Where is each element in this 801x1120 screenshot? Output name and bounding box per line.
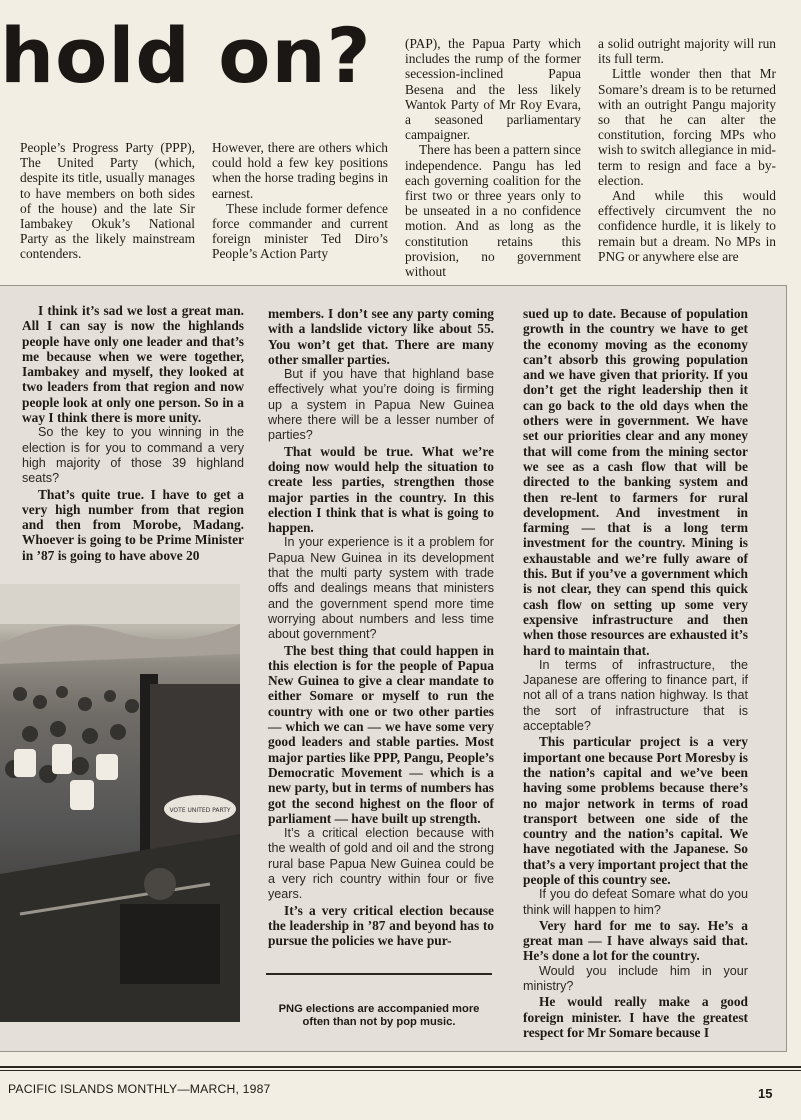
- top-column-4: [598, 36, 776, 264]
- interview-column-3: [523, 306, 748, 1040]
- footer-rule-thin: [0, 1070, 801, 1071]
- interview-question: So the key to you winning in the election is for you to command a very high majority of those 39 highland seats?: [22, 425, 244, 486]
- interview-answer: That would be true. What we’re doing now would help the situation to create less parties, strengthen those major parties in the country. In this election I think that is what is going to happen.: [268, 443, 494, 536]
- interview-answer: That’s quite true. I have to get a very high number from that region and then from Morobe, Madang. Whoever is going to be Prime Minister in ’87 is going to have above 20: [22, 486, 244, 563]
- rally-photo: [0, 584, 240, 1022]
- interview-answer: Very hard for me to say. He’s a great man — I have always said that. He’s done a lot for the country.: [523, 917, 748, 964]
- interview-answer: members. I don’t see any party coming with a landslide victory like about 55. You won’t get that. There are many other smaller parties.: [268, 306, 494, 367]
- crowd-illustration: [0, 584, 240, 1022]
- page-number: 15: [758, 1086, 773, 1101]
- interview-question: It’s a critical election because with the wealth of gold and oil and the strong rural base Papua New Guinea could be a very rich country within four or five years.: [268, 826, 494, 902]
- top-paragraph: a solid outright majority will run its full term.: [598, 36, 776, 67]
- interview-answer: This particular project is a very important one because Port Moresby is the nation’s capital and we’ve been having some problems because there’s no major network in terms of road transport between one side of the country and the nation’s capital. We have negotiated with the Japanese. So that’s a very important project that the people of this country see.: [523, 734, 748, 887]
- top-paragraph: Little wonder then that Mr Somare’s dream is to be returned with an outright Pangu majority so that he can alter the constitution, forcing MPs who wish to switch allegiance in mid-term to resign and face a by-election.: [598, 66, 776, 188]
- interview-answer: sued up to date. Because of population growth in the country we have to get the economy moving as the economy can’t absorb this growing population and we have given that priority. If you don’t get the right leadership then it can go back to the old days when the others were in government. We have set our priorities clear and any money that will come from the mining sector we see as a cash flow that will be directed to the banking system and then re-lent to farmers for rural development. And investment in farming — that is a long term investment for the country. Mining is exhaustable and we’re fully aware of this. But if you’ve a government which is not clear, they can spend this quick cash flow on setting up some very expensive infrastructure and then when those resources are exhausted it’s hard to maintain that.: [523, 306, 748, 658]
- top-paragraph: (PAP), the Papua Party which includes the rump of the former secession-inclined Papua Besena and the less likely Wantok Party of Mr Roy Evara, a seasoned parliamentary campaigner.: [405, 36, 581, 143]
- top-column-1: [20, 140, 195, 262]
- interview-answer: It’s a very critical election because the leadership in ’87 and beyond has to pursue the policies we have pur-: [268, 902, 494, 949]
- headline: hold on?: [0, 11, 372, 100]
- top-column-2: [212, 140, 388, 262]
- interview-question: If you do defeat Somare what do you think will happen to him?: [523, 887, 748, 917]
- top-column-3: [405, 36, 581, 279]
- interview-question: In terms of infrastructure, the Japanese are offering to finance part, if not all of a trans nation highway. Is that the sort of infrastructure that is acceptable?: [523, 657, 748, 734]
- interview-answer: He would really make a good foreign minister. I have the greatest respect for Mr Somare because I: [523, 994, 748, 1040]
- footer-rule: [0, 1066, 801, 1068]
- interview-column-1: [22, 303, 244, 563]
- top-paragraph: People’s Progress Party (PPP), The United Party (which, despite its title, usually manages to have members on both sides of the house) and the late Sir Iambakey Okuk’s National Party as the likely mainstream contenders.: [20, 140, 195, 262]
- interview-question: Would you include him in your ministry?: [523, 963, 748, 994]
- interview-answer: I think it’s sad we lost a great man. All I can say is now the highlands people have only one leader and that’s me because when we were together, Iambakey and myself, they looked at two leaders from that region and now people look at only one person. So in a way I think there is more unity.: [22, 303, 244, 426]
- interview-column-2: [268, 306, 494, 948]
- caption-rule: [266, 973, 492, 975]
- interview-answer: The best thing that could happen in this election is for the people of Papua New Guinea to give a clear mandate to either Somare or myself to run the country with one or two other parties — which we can — we have some very good leaders and stable parties. Most major parties like PPP, Pangu, People’s Democratic Movement — which is a new party, but in terms of numbers has got the second highest on the floor of parliament — have built up strength.: [268, 642, 494, 826]
- top-paragraph: And while this would effectively circumvent the no confidence hurdle, it is likely to remain but a dream. No MPs in PNG or anywhere else are: [598, 188, 776, 264]
- photo-caption: PNG elections are accompanied more often than not by pop music.: [278, 1003, 480, 1028]
- footer-publication: PACIFIC ISLANDS MONTHLY—MARCH, 1987: [8, 1082, 271, 1096]
- interview-question: But if you have that highland base effectively what you’re doing is firming up a system in Papua New Guinea where there will be a lesser number of parties?: [268, 367, 494, 443]
- campaign-hat-text: VOTE UNITED PARTY: [169, 807, 231, 814]
- interview-question: In your experience is it a problem for Papua New Guinea in its development that the multi party system with trade offs and dealings means that ministers and the government spend more time worrying about numbers and less time about government?: [268, 535, 494, 642]
- top-paragraph: There has been a pattern since independence. Pangu has led each governing coalition for the first two or three years only to be unseated in a no confidence motion. And as long as the constitution retains this provision, no government without: [405, 142, 581, 280]
- top-paragraph: These include former defence force commander and current foreign minister Ted Diro’s People’s Action Party: [212, 200, 388, 262]
- top-paragraph: However, there are others which could hold a few key positions when the horse trading begins in earnest.: [212, 140, 388, 201]
